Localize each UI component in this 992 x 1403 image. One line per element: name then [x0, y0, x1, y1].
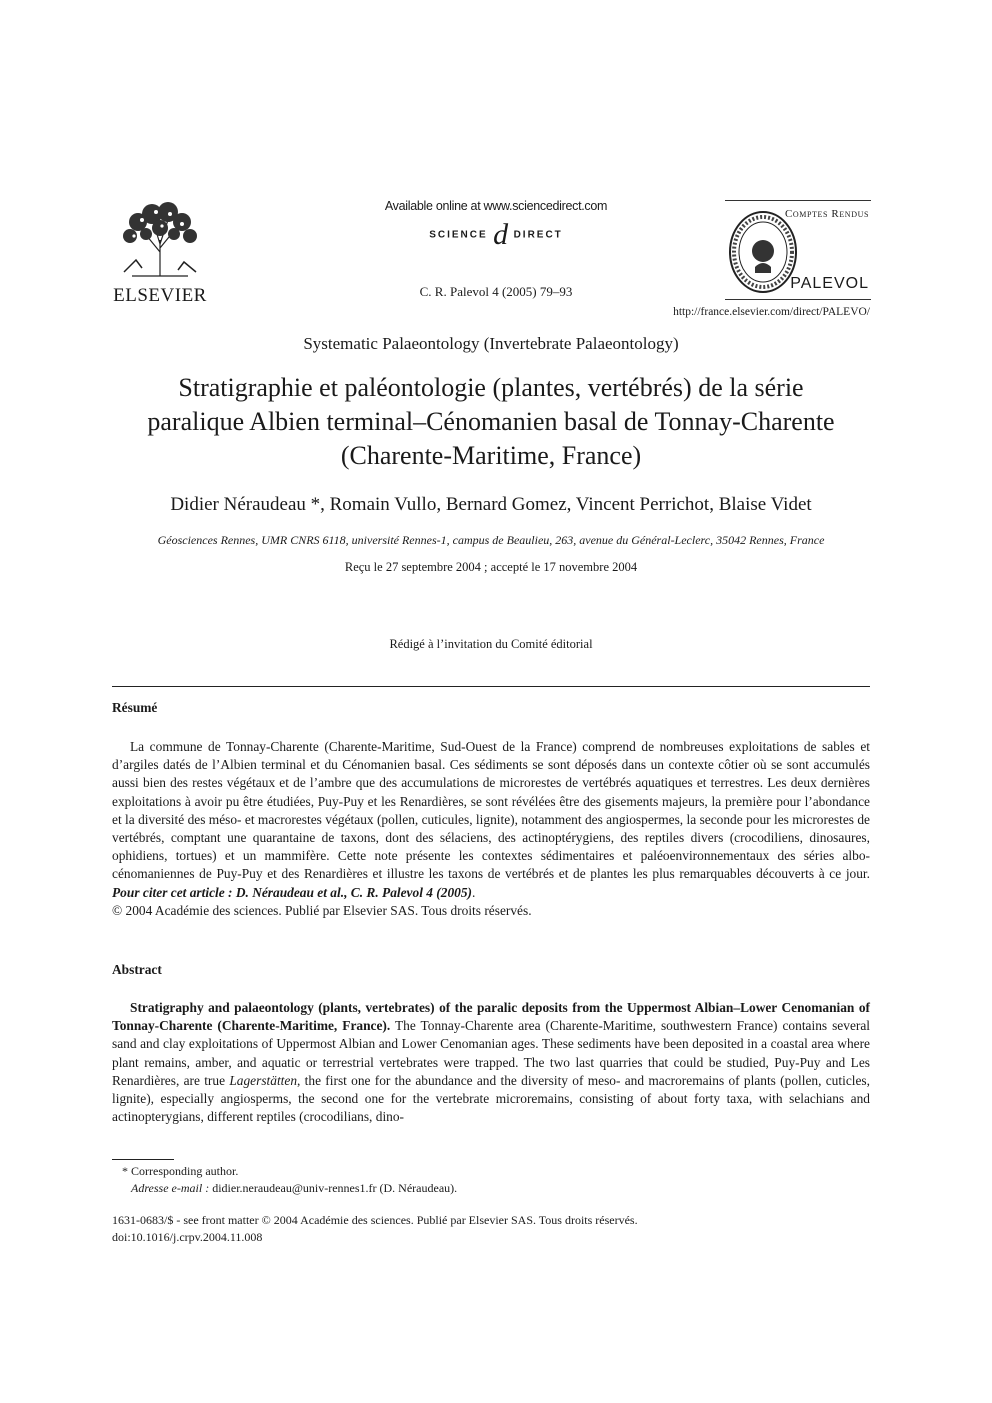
resume-copyright: © 2004 Académie des sciences. Publié par Elsevier SAS. Tous droits réservés.: [112, 902, 532, 918]
cite-this-article: Pour citer cet article : D. Néraudeau et al., C. R. Palevol 4 (2005): [112, 884, 473, 900]
received-date: Reçu le 27 septembre 2004 ; accepté le 17 novembre 2004: [344, 560, 638, 574]
abstract-title: Stratigraphy and palaeontology (plants, vertebrates) of the paralic deposits from the Uppermost Albian–Lower Cenomanian of Tonnay-Charente (Charente-Maritime, France).: [112, 1000, 870, 1034]
footnote-rule: [112, 1159, 174, 1160]
issn-line: 1631-0683/$ - see front matter © 2004 Académie des sciences. Publié par Elsevier SAS. Tous droits réservés.: [112, 1213, 638, 1227]
section-heading: Systematic Palaeontology (Invertebrate Palaeontology): [303, 334, 679, 353]
journal-reference: C. R. Palevol 4 (2005) 79–93: [419, 284, 573, 299]
sciencedirect-at-icon: d: [493, 218, 509, 251]
footnote-corresponding: * Corresponding author.: [122, 1164, 239, 1178]
palevol-logo: [725, 200, 871, 300]
available-online: Available online at www.sciencedirect.com: [384, 199, 608, 213]
resume-heading: Résumé: [112, 700, 158, 715]
elsevier-logo: [112, 200, 208, 306]
article-title: Stratigraphie et paléontologie (plantes, vertébrés) de la série paralique Albien terminal–Cénomanien basal de Tonnay-Charente (Charente-Maritime, France): [147, 373, 835, 470]
divider: [112, 686, 870, 687]
resume-body: La commune de Tonnay-Charente (Charente-Maritime, Sud-Ouest de la France) comprend de nombreuses exploitations de sables et d’argiles datés de l’Albien terminal et du Cénomanien basal. Ces sédiments se sont déposés dans un contexte côtier où se sont accumulés aussi bien des restes végétaux et de l’ambre que des accumulations de microrestes de vertébrés aquatiques et terrestres. Les deux dernières exploitations à avoir pu être étudiées, Puy-Puy et les Renardières, se sont révélées être des gisements majeurs, la première pour l’abondance et la diversité des méso- et macrorestes végétaux (pollen, cuticules, lignite), notamment des angiospermes, la seconde pour les microrestes de vertébrés, comptant une quarantaine de taxons, dont des sélaciens, des actinoptérygiens, des reptiles divers (crocodiliens, dinosaures, ophidiens, tortues) et un mammifère. Cette note présente les contextes sédimentaires et paléoenvironnementaux des séries albo-cénomaniennes de Puy-Puy et des Renardières et illustre les taxons de vertébrés et de plantes les plus remarquables découverts à ce jour. Pour citer cet article : D. Néraudeau et al., C. R. Palevol 4 (2005). © 2004 Académie des sciences. Publié par Elsevier SAS. Tous droits réservés.: [112, 738, 870, 920]
journal-url[interactable]: http://france.elsevier.com/direct/PALEVO/: [673, 306, 870, 318]
palevol-label: PALEVOL: [790, 275, 869, 292]
doi-line[interactable]: doi:10.1016/j.crpv.2004.11.008: [112, 1230, 263, 1244]
affiliation: Géosciences Rennes, UMR CNRS 6118, université Rennes-1, campus de Beaulieu, 263, avenue du Général-Leclerc, 35042 Rennes, France: [157, 533, 825, 547]
abstract-heading: Abstract: [112, 962, 162, 977]
sciencedirect-logo: SCIENCE d DIRECT: [429, 218, 563, 251]
elsevier-wordmark: ELSEVIER: [113, 285, 207, 306]
elsevier-tree-icon: [112, 200, 208, 278]
authors: Didier Néraudeau *, Romain Vullo, Bernard Gomez, Vincent Perrichot, Blaise Videt: [170, 494, 812, 515]
email-link[interactable]: didier.neraudeau@univ-rennes1.fr (D. Néraudeau).: [209, 1181, 458, 1195]
abstract-body: Stratigraphy and palaeontology (plants, vertebrates) of the paralic deposits from the Uppermost Albian–Lower Cenomanian of Tonnay-Charente (Charente-Maritime, France). The Tonnay-Charente area (Charente-Maritime, southwestern France) contains several sand and clay exploitations of Uppermost Albian and Lower Cenomanian ages. These sediments have been deposited in a coastal area where plant remains, amber, and aquatic or terrestrial vertebrates were trapped. The two last quarries that could be studied, Puy-Puy and Les Renardières, are true Lagerstätten, the first one for the abundance and the diversity of meso- and macroremains of plants (pollen, cuticles, lignite), especially angiosperms, the second one for the vertebrate microremains, consisting of about forty taxa, with selachians and actinopterygians, different reptiles (crocodilians, dino-: [112, 1000, 871, 1125]
invitation-note: Rédigé à l’invitation du Comité éditorial: [389, 637, 593, 651]
footnote-email: Adresse e-mail : didier.neraudeau@univ-rennes1.fr (D. Néraudeau).: [131, 1181, 458, 1195]
comptes-rendus-label: Comptes Rendus: [784, 208, 869, 220]
